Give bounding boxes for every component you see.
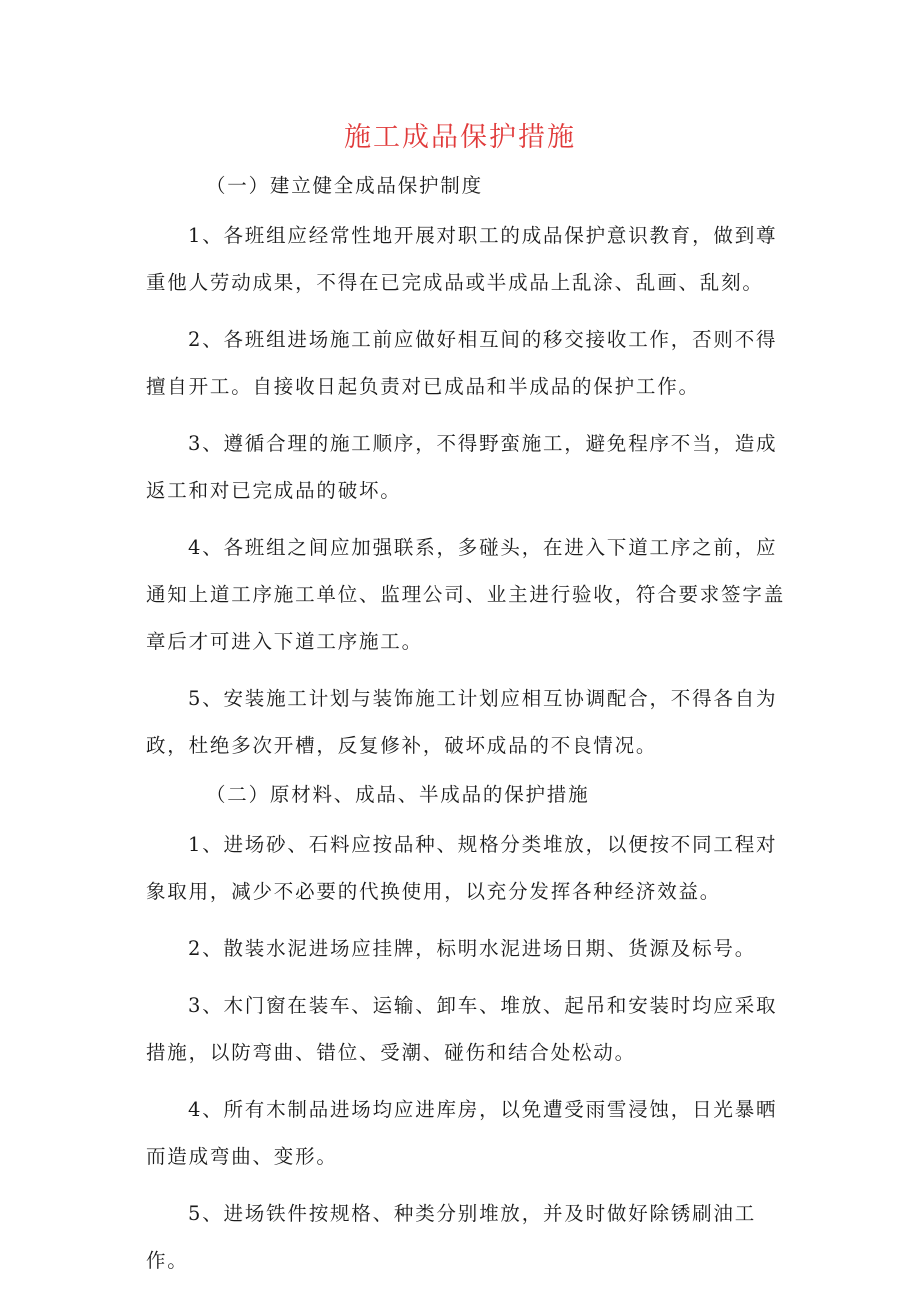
paragraph: 3、木门窗在装车、运输、卸车、堆放、起吊和安装时均应采取措施，以防弯曲、错位、受潮、碰伤和结合处松动。	[146, 994, 778, 1064]
paragraph: 1、进场砂、石料应按品种、规格分类堆放，以便按不同工程对象取用，减少不必要的代换使用，以充分发挥各种经济效益。	[146, 833, 778, 903]
paragraph: 2、散装水泥进场应挂牌，标明水泥进场日期、货源及标号。	[188, 937, 757, 960]
paragraph: 4、所有木制品进场均应进库房，以免遭受雨雪浸蚀，日光暴晒而造成弯曲、变形。	[146, 1098, 778, 1168]
section-heading: （一）建立健全成品保护制度	[206, 174, 483, 197]
paragraph: 5、安装施工计划与装饰施工计划应相互协调配合，不得各自为政，杜绝多次开槽，反复修补，破坏成品的不良情况。	[146, 687, 778, 757]
paragraph: 5、进场铁件按规格、种类分别堆放，并及时做好除锈刷油工作。	[146, 1202, 757, 1272]
document-body	[146, 170, 796, 1294]
paragraph: 1、各班组应经常性地开展对职工的成品保护意识教育，做到尊重他人劳动成果，不得在已完成品或半成品上乱涂、乱画、乱刻。	[146, 224, 778, 294]
paragraph: 3、遵循合理的施工顺序，不得野蛮施工，避免程序不当，造成返工和对已完成品的破坏。	[146, 432, 778, 502]
document-title: 施工成品保护措施	[344, 122, 576, 153]
paragraph: 2、各班组进场施工前应做好相互间的移交接收工作，否则不得擅自开工。自接收日起负责对已成品和半成品的保护工作。	[146, 328, 778, 398]
paragraph: 4、各班组之间应加强联系，多碰头，在进入下道工序之前，应通知上道工序施工单位、监理公司、业主进行验收，符合要求签字盖章后才可进入下道工序施工。	[146, 536, 786, 653]
section-heading: （二）原材料、成品、半成品的保护措施	[206, 783, 590, 806]
